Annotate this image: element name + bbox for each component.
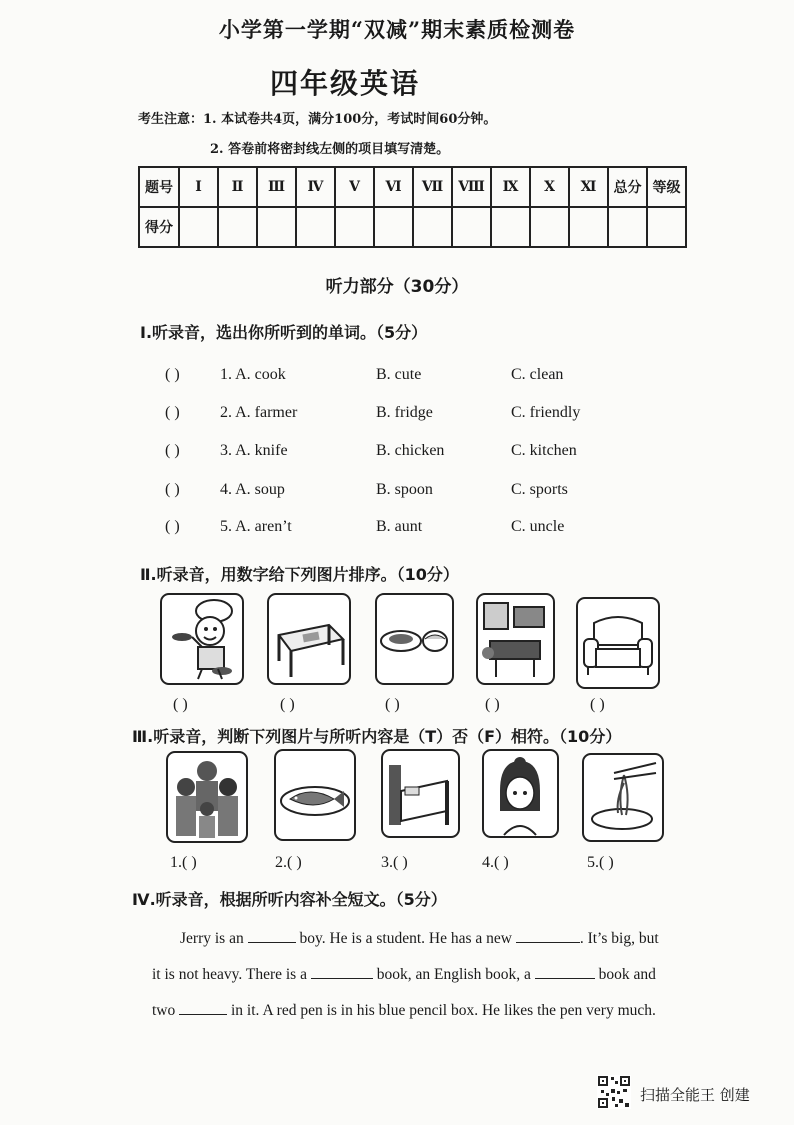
score-table-cell: 等级 bbox=[647, 167, 686, 207]
option-c: C. kitchen bbox=[511, 442, 577, 459]
score-input-cell[interactable] bbox=[413, 207, 452, 247]
fill-blank[interactable] bbox=[248, 928, 296, 943]
food-plate-icon bbox=[375, 593, 454, 685]
fill-blank[interactable] bbox=[535, 964, 595, 979]
notice-line-1 bbox=[138, 108, 496, 127]
living-room-icon bbox=[476, 593, 555, 685]
option-c: C. friendly bbox=[511, 404, 581, 421]
option-c: C. clean bbox=[511, 366, 564, 383]
noodles-icon bbox=[582, 753, 664, 842]
passage-text: Jerry is an bbox=[180, 930, 244, 947]
score-input-cell[interactable] bbox=[296, 207, 335, 247]
qr-code-icon bbox=[597, 1075, 631, 1109]
option-a: 1. A. cook bbox=[220, 366, 286, 383]
score-input-cell[interactable] bbox=[491, 207, 530, 247]
score-table-cell: Ⅺ bbox=[569, 167, 608, 207]
score-input-cell[interactable] bbox=[530, 207, 569, 247]
passage-text: book, an English book, a bbox=[376, 966, 531, 983]
score-table-header-row bbox=[139, 167, 686, 207]
score-table-cell: Ⅲ bbox=[257, 167, 296, 207]
option-a: 5. A. aren’t bbox=[220, 518, 292, 535]
option-a: 2. A. farmer bbox=[220, 404, 298, 421]
tf-answer[interactable]: 4.( ) bbox=[482, 854, 509, 871]
girl-icon bbox=[482, 749, 559, 838]
option-b: B. aunt bbox=[376, 518, 423, 535]
score-row-label: 得分 bbox=[139, 207, 179, 247]
tf-answer[interactable]: 1.( ) bbox=[170, 854, 197, 871]
fill-blank[interactable] bbox=[179, 1000, 227, 1015]
table-icon bbox=[267, 593, 351, 685]
score-table-cell: Ⅰ bbox=[179, 167, 218, 207]
score-table-cell: Ⅱ bbox=[218, 167, 257, 207]
answer-paren[interactable]: ( ) bbox=[165, 481, 180, 498]
score-table-cell: Ⅸ bbox=[491, 167, 530, 207]
passage-line-2 bbox=[152, 956, 656, 993]
score-input-cell[interactable] bbox=[179, 207, 218, 247]
answer-paren[interactable]: ( ) bbox=[165, 518, 180, 535]
passage-line-3 bbox=[152, 992, 656, 1029]
score-input-cell[interactable] bbox=[608, 207, 647, 247]
section-2-title: Ⅱ.听录音，用数字给下列图片排序。（10分） bbox=[140, 565, 459, 584]
notice-text-2: 2. 答卷前将密封线左侧的项目填写清楚。 bbox=[210, 142, 450, 157]
score-input-cell[interactable] bbox=[335, 207, 374, 247]
cook-icon bbox=[160, 593, 244, 685]
score-table bbox=[138, 166, 687, 248]
fish-plate-icon bbox=[274, 749, 356, 841]
part-title: 听力部分（30分） bbox=[325, 277, 469, 297]
option-b: B. spoon bbox=[376, 481, 433, 498]
option-c: C. sports bbox=[511, 481, 568, 498]
option-b: B. fridge bbox=[376, 404, 433, 421]
sofa-icon bbox=[576, 597, 660, 689]
score-input-cell[interactable] bbox=[647, 207, 686, 247]
score-table-cell: Ⅹ bbox=[530, 167, 569, 207]
passage-text: it is not heavy. There is a bbox=[152, 966, 307, 983]
score-table-cell: Ⅶ bbox=[413, 167, 452, 207]
score-input-cell[interactable] bbox=[374, 207, 413, 247]
passage-line-1 bbox=[180, 920, 659, 957]
sort-answer[interactable]: ( ) bbox=[385, 696, 400, 713]
answer-paren[interactable]: ( ) bbox=[165, 366, 180, 383]
option-b: B. cute bbox=[376, 366, 422, 383]
footer-watermark: 扫描全能王 创建 bbox=[640, 1086, 750, 1104]
section-4-title: Ⅳ.听录音，根据所听内容补全短文。（5分） bbox=[132, 890, 447, 909]
score-table-cell: 总分 bbox=[608, 167, 647, 207]
bed-icon bbox=[381, 749, 460, 838]
sort-answer[interactable]: ( ) bbox=[485, 696, 500, 713]
exam-subtitle: 四年级英语 bbox=[270, 67, 421, 100]
family-icon bbox=[166, 751, 248, 843]
tf-answer[interactable]: 5.( ) bbox=[587, 854, 614, 871]
exam-title: 小学第一学期“双减”期末素质检测卷 bbox=[218, 17, 576, 42]
passage-text: two bbox=[152, 1002, 176, 1019]
passage-text: book and bbox=[598, 966, 656, 983]
section-1-title: Ⅰ.听录音，选出你所听到的单词。（5分） bbox=[140, 323, 428, 342]
passage-text: boy. He is a student. He has a new bbox=[299, 930, 512, 947]
fill-blank[interactable] bbox=[311, 964, 373, 979]
score-table-cell: Ⅷ bbox=[452, 167, 491, 207]
score-input-cell[interactable] bbox=[569, 207, 608, 247]
section-3-title: Ⅲ.听录音，判断下列图片与所听内容是（T）否（F）相符。（10分） bbox=[132, 727, 622, 746]
sort-answer[interactable]: ( ) bbox=[173, 696, 188, 713]
notice-label: 考生注意： bbox=[138, 112, 204, 127]
notice-text-1: 1. 本试卷共4页，满分100分，考试时间60分钟。 bbox=[203, 112, 497, 127]
score-table-cell: 题号 bbox=[139, 167, 179, 207]
score-table-cell: Ⅴ bbox=[335, 167, 374, 207]
option-c: C. uncle bbox=[511, 518, 565, 535]
tf-answer[interactable]: 3.( ) bbox=[381, 854, 408, 871]
answer-paren[interactable]: ( ) bbox=[165, 404, 180, 421]
answer-paren[interactable]: ( ) bbox=[165, 442, 180, 459]
option-a: 4. A. soup bbox=[220, 481, 285, 498]
tf-answer[interactable]: 2.( ) bbox=[275, 854, 302, 871]
score-table-score-row bbox=[139, 207, 686, 247]
score-input-cell[interactable] bbox=[257, 207, 296, 247]
score-input-cell[interactable] bbox=[218, 207, 257, 247]
passage-text: . It’s big, but bbox=[579, 930, 659, 947]
sort-answer[interactable]: ( ) bbox=[280, 696, 295, 713]
passage-text: in it. A red pen is in his blue pencil box. He likes the pen very much. bbox=[231, 1002, 656, 1019]
score-table-cell: Ⅵ bbox=[374, 167, 413, 207]
score-table-cell: Ⅳ bbox=[296, 167, 335, 207]
score-input-cell[interactable] bbox=[452, 207, 491, 247]
option-a: 3. A. knife bbox=[220, 442, 288, 459]
fill-blank[interactable] bbox=[516, 928, 580, 943]
sort-answer[interactable]: ( ) bbox=[590, 696, 605, 713]
option-b: B. chicken bbox=[376, 442, 445, 459]
